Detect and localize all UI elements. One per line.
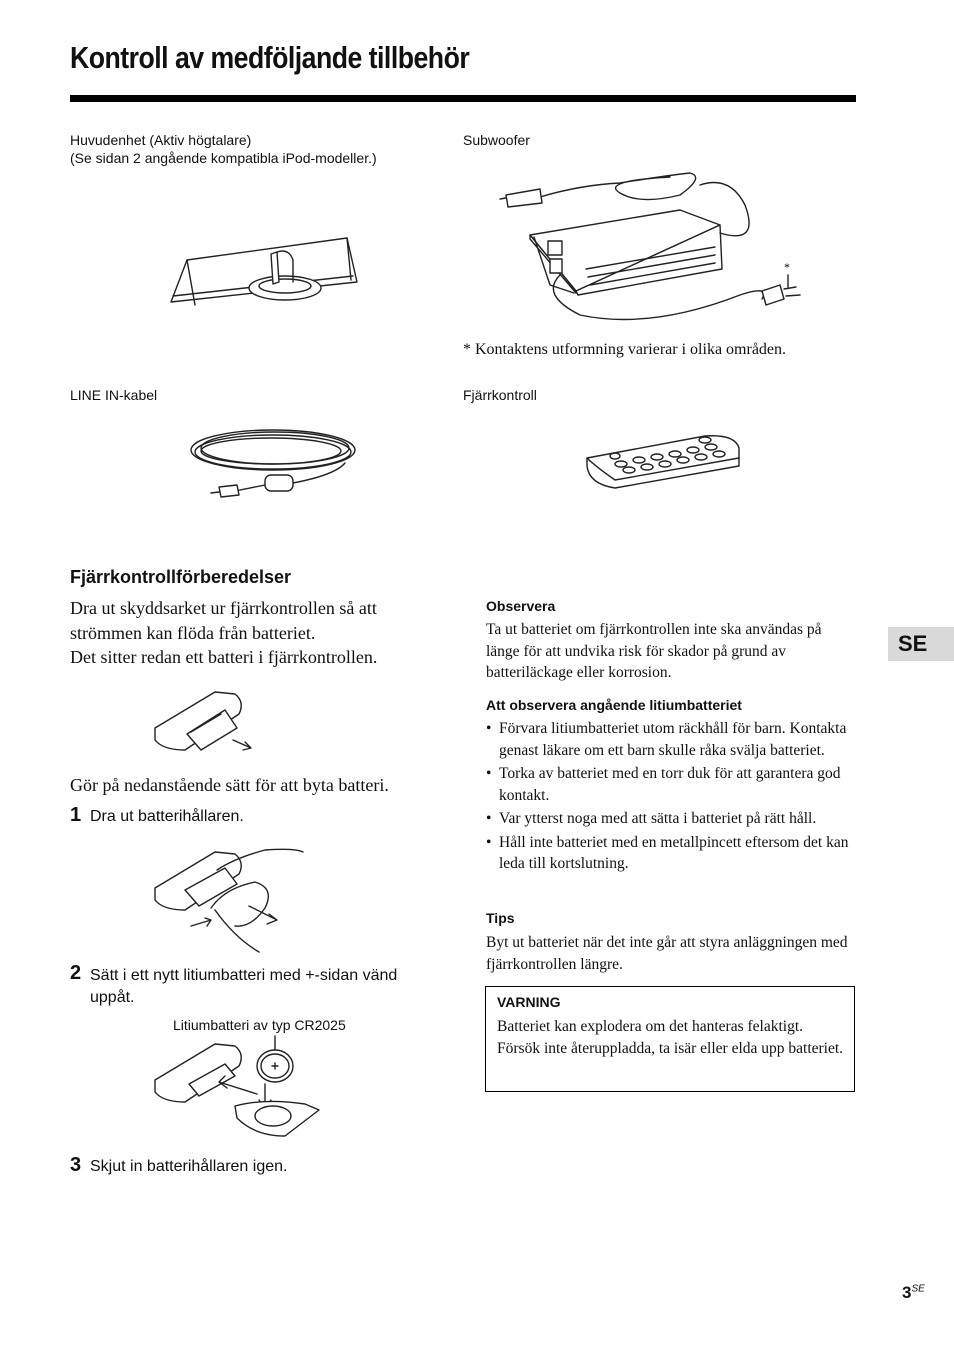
step-number: 1 xyxy=(70,804,82,826)
warning-text xyxy=(497,1016,847,1059)
main-unit-label: Huvudenhet (Aktiv högtalare) xyxy=(70,132,252,148)
pull-holder-illustration xyxy=(155,848,305,956)
bullet-marker: • xyxy=(486,720,492,737)
step-text: Dra ut batterihållaren. xyxy=(90,808,244,825)
main-unit-sublabel: (Se sidan 2 angående kompatibla iPod-modeller.) xyxy=(70,150,377,166)
pull-sheet-illustration xyxy=(155,688,265,758)
page-number-suffix: SE xyxy=(911,1283,925,1295)
tips-heading: Tips xyxy=(486,910,515,926)
title-rule xyxy=(70,95,856,102)
line-in-cable-caption: LINE IN-kabel xyxy=(70,387,158,403)
observera-heading: Observera xyxy=(486,598,556,614)
remote-illustration xyxy=(585,430,745,490)
warning-line: Batteriet kan explodera om det hanteras felaktigt. xyxy=(497,1018,804,1035)
tips-text: Byt ut batteriet när det inte går att styra anläggningen med fjärrkontrollen längre. xyxy=(486,934,848,973)
subwoofer-illustration xyxy=(500,165,820,335)
bullet-marker: • xyxy=(486,833,492,851)
lithium-bullet-list xyxy=(486,718,858,877)
list-item-text: Håll inte batteriet med en metallpincett eftersom det kan leda till kortslutning. xyxy=(499,833,849,872)
prep-intro-line: Dra ut skyddsarket ur fjärrkontrollen så att xyxy=(70,598,377,618)
prep-intro-line: Det sitter redan ett batteri i fjärrkontrollen. xyxy=(70,647,378,667)
page-title: Kontroll av medföljande tillbehör xyxy=(70,40,470,75)
prep-heading: Fjärrkontrollförberedelser xyxy=(70,567,292,587)
observera-text: Ta ut batteriet om fjärrkontrollen inte ska användas på länge för att undvika risk för skador på grund av batteriläckage eller korrosion. xyxy=(486,621,822,681)
step-text-line: Sätt i ett nytt litiumbatteri med +-sidan vänd xyxy=(90,967,398,984)
list-item-text: Torka av batteriet med en torr duk för att garantera god kontakt. xyxy=(499,765,841,804)
list-item-text: Var ytterst noga med att sätta i batteriet på rätt håll. xyxy=(499,810,817,827)
prep-intro-line: strömmen kan flöda från batteriet. xyxy=(70,622,316,643)
list-item xyxy=(486,808,858,830)
list-item xyxy=(486,718,858,761)
lithium-heading: Att observera angående litiumbatteriet xyxy=(486,697,742,713)
battery-label: Litiumbatteri av typ CR2025 xyxy=(173,1017,346,1033)
remote-caption: Fjärrkontroll xyxy=(463,387,537,403)
main-unit-illustration xyxy=(165,230,365,315)
subwoofer-footnote: * Kontaktens utformning varierar i olika områden. xyxy=(463,341,787,358)
bullet-marker: • xyxy=(486,810,492,827)
main-unit-caption xyxy=(70,131,377,167)
page-number-value: 3 xyxy=(902,1283,912,1302)
list-item xyxy=(486,832,858,875)
step-text xyxy=(90,965,450,1009)
subwoofer-asterisk: * xyxy=(784,260,790,274)
warning-line: Försök inte återuppladda, ta isär eller elda upp batteriet. xyxy=(497,1039,844,1057)
page-number xyxy=(902,1283,925,1303)
list-item xyxy=(486,763,858,806)
bullet-marker: • xyxy=(486,765,492,782)
subwoofer-caption: Subwoofer xyxy=(463,132,530,148)
step-number: 3 xyxy=(70,1154,82,1176)
line-in-cable-illustration xyxy=(185,425,365,505)
warning-heading: VARNING xyxy=(497,994,561,1010)
warning-box xyxy=(485,986,855,1092)
insert-battery-illustration xyxy=(155,1036,325,1142)
language-tab: SE xyxy=(888,627,954,661)
replace-intro: Gör på nedanstående sätt för att byta batteri. xyxy=(70,775,389,795)
step-text-line: uppåt. xyxy=(90,989,135,1006)
list-item-text: Förvara litiumbatteriet utom räckhåll för barn. Kontakta genast läkare om ett barn skulle råka svälja batteriet. xyxy=(499,720,847,759)
step-number: 2 xyxy=(70,962,82,984)
prep-intro xyxy=(70,596,460,670)
step-text: Skjut in batterihållaren igen. xyxy=(90,1158,288,1175)
